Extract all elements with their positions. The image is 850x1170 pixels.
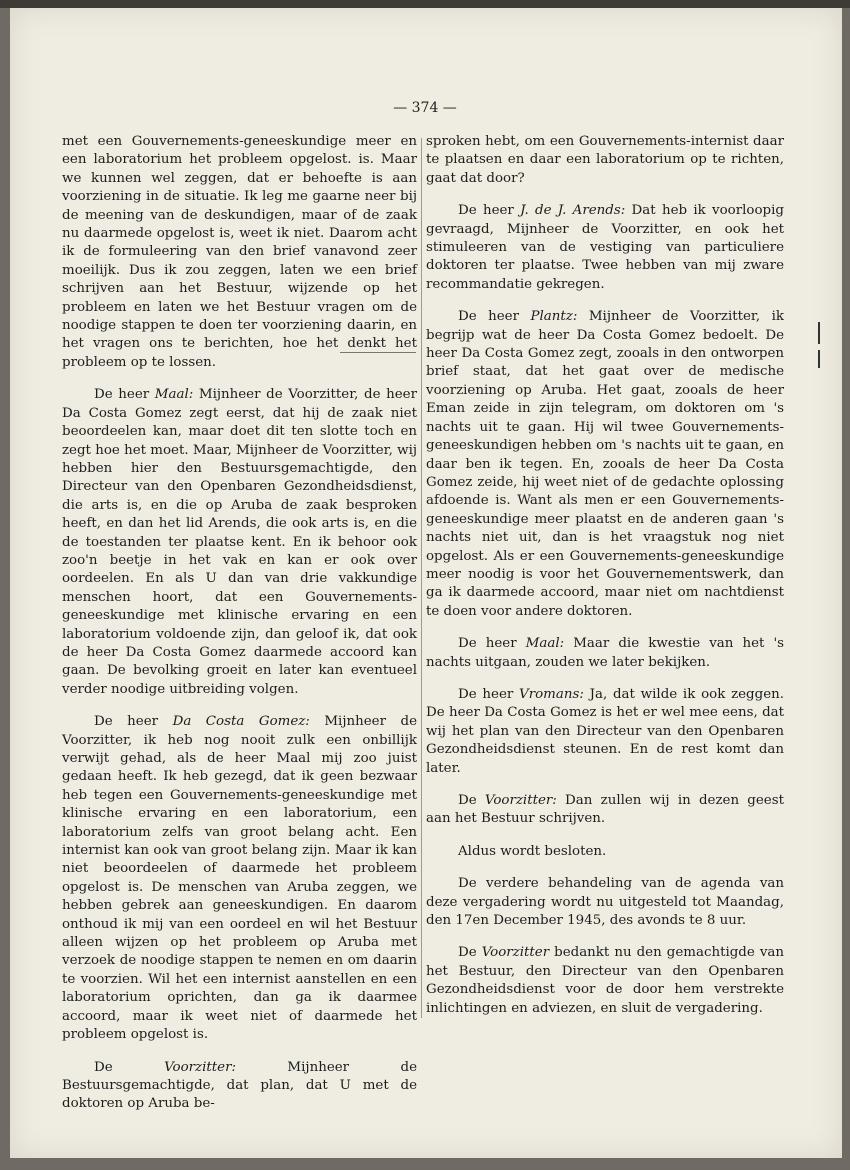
column-divider: [421, 138, 422, 1018]
speaker-prefix: De: [94, 1059, 165, 1075]
paragraph: [426, 686, 784, 778]
speaker-name: Voorzitter:: [164, 1059, 236, 1075]
speaker-prefix: De: [458, 793, 485, 808]
paragraph-text: De verdere behandeling van de agenda van deze vergadering wordt nu uitgesteld tot Maandag, den 17en December 1945, des avonds te 8 uur.: [426, 876, 784, 929]
left-column: [62, 133, 417, 1128]
paragraph-text: met een Gouvernements-geneeskundige meer en een laboratorium het probleem opgelost. is. Maar we kunnen wel zeggen, dat er behoefte is aan voorziening in de situatie. Ik leg me gaarne neer bij de meening van de deskundigen, maar of de zaak nu daarmede opgelost is, weet ik niet. Daarom acht ik de formuleering van den brief vanavond zeer moeilijk. Dus ik zou zeggen, laten we een brief schrijven aan het Bestuur, wijzende op het probleem en laten we het Bestuur vragen om de noodige stappen te doen ter voorziening daarin, en het vragen ons te berichten, hoe het denkt het probleem op te lossen.: [62, 134, 417, 370]
paragraph-text: Mijnheer de Voorzitter, de heer Da Costa Gomez zegt eerst, dat hij de zaak niet beoordeelen kan, maar doet dit ten slotte toch en zegt hoe het moet. Maar, Mijnheer de Voorzitter, wij hebben hier den Bestuursgemachtigde, den Directeur van den Openbaren Gezondheidsdienst, die arts is, en die op Aruba de zaak besproken heeft, en dan het lid Arends, die ook arts is, en die de toestanden ter plaatse kent. En ik behoor ook zoo'n beetje in het vak en kan er ook over oordeelen. En als U dan van drie vakkundige menschen hoort, dat een Gouvernements-geneeskundige met klinische ervaring en een laboratorium voldoende zijn, dan geloof ik, dat ook de heer Da Costa Gomez daarmede accoord kan gaan. De bevolking groeit en later kan eventueel verder noodige uitbreiding volgen.: [62, 387, 417, 697]
speaker-name: Voorzitter:: [484, 793, 557, 808]
page-number: — 374 —: [393, 100, 457, 116]
paragraph: [426, 635, 784, 672]
paragraph: [62, 713, 417, 1044]
speaker-prefix: De heer: [94, 387, 155, 403]
paragraph-text: Mijnheer de Bestuursgemachtigde, dat plan, dat U met de doktoren op Aruba be-: [62, 1059, 417, 1112]
speaker-name: Maal:: [525, 636, 565, 652]
paragraph-text: Dat heb ik voorloopig gevraagd, Mijnheer de Voorzitter, en ook het stimuleeren van de vestiging van particuliere doktoren ter plaatse. Twee hebben van mij zware recommandatie gekregen.: [426, 203, 784, 292]
speaker-name: J. de J. Arends:: [520, 203, 626, 219]
speaker-name: Da Costa Gomez:: [172, 714, 310, 730]
speaker-name: Voorzitter: [481, 945, 550, 961]
margin-mark: [818, 322, 820, 344]
paragraph-text: sproken hebt, om een Gouvernements-internist daar te plaatsen en daar een laboratorium op te richten, gaat dat door?: [426, 134, 784, 186]
speaker-name: Maal:: [154, 387, 194, 403]
paragraph-text: Ja, dat wilde ik ook zeggen. De heer Da Costa Gomez is het er wel mee eens, dat wij het plan van den Directeur van den Openbaren Gezondheidsdienst steunen. En de rest komt dan later.: [426, 686, 784, 776]
paragraph-text: Mijnheer de Voorzitter, ik heb nog nooit zulk een onbillijk verwijt gehad, als de heer Maal mij zoo juist gedaan heeft. Ik heb gezegd, dat ik geen bezwaar heb tegen een Gouvernements-geneeskundige met klinische ervaring en een laboratorium, een laboratorium zelfs van groot belang acht. Een internist kan ook van groot belang zijn. Maar ik kan niet beoordeelen of daarmede het probleem opgelost is. De menschen van Aruba zeggen, we hebben gebrek aan geneeskundigen. En daarom onthoud ik mij van een oordeel en wil het Bestuur alleen wijzen op het probleem op Aruba met verzoek de noodige stappen te nemen en om daarin te voorzien. Wil het een internist aanstellen en een laboratorium oprichten, dan ga ik daarmee accoord, maar ik weet niet of daarmede het probleem opgelost is.: [62, 714, 417, 1043]
paragraph-text: Aldus wordt besloten.: [458, 843, 607, 859]
paragraph: [426, 875, 784, 930]
speaker-prefix: De heer: [458, 636, 526, 652]
paragraph: [426, 133, 784, 188]
speaker-prefix: De heer: [458, 686, 520, 702]
speaker-prefix: De heer: [94, 714, 173, 730]
paragraph: [426, 843, 784, 861]
paragraph: [426, 792, 784, 829]
paragraph: [426, 202, 784, 294]
speaker-prefix: De heer: [458, 203, 521, 219]
paragraph: [62, 386, 417, 699]
speaker-prefix: De: [458, 945, 482, 961]
paragraph-text: Mijnheer de Voorzitter, ik begrijp wat de heer Da Costa Gomez bedoelt. De heer Da Costa Gomez zegt, zooals in den ontworpen brief staat, dat het gaat over de medische voorziening op Aruba. Het gaat, zooals de heer Eman zeide in zijn telegram, om doktoren om 's nachts uit te gaan. Hij wil twee Gouvernements-geneeskundigen hebben om 's nachts uit te gaan, en daar ben ik tegen. En, zooals de heer Da Costa Gomez zeide, hij weet niet of de gedachte oplossing afdoende is. Want als men er een Gouvernements-geneeskundige meer plaatst en de anderen gaan 's nachts niet uit, dan is het vraagstuk nog niet opgelost. Als er een Gouvernements-geneeskundige meer noodig is voor het Gouvernementswerk, dan ga ik daarmede accoord, maar niet om nachtdienst te doen voor andere doktoren.: [426, 309, 784, 619]
scan-top-edge: [0, 0, 850, 8]
margin-mark: [818, 350, 820, 368]
paragraph-text: Maar die kwestie van het 's nachts uitgaan, zouden we later bekijken.: [426, 636, 784, 670]
paragraph-text: Dan zullen wij in dezen geest aan het Bestuur schrijven.: [426, 793, 784, 827]
speaker-name: Vromans:: [519, 686, 584, 702]
paragraph-text: bedankt nu den gemachtigde van het Bestuur, den Directeur van den Openbaren Gezondheidsdienst voor de door hem verstrekte inlichtingen en adviezen, en sluit de vergadering.: [426, 945, 785, 1016]
paragraph: [62, 1059, 417, 1114]
paragraph: [426, 308, 784, 621]
speaker-prefix: De heer: [458, 309, 531, 325]
right-column: [426, 133, 784, 1032]
paragraph: [426, 944, 784, 1018]
paragraph: [62, 133, 417, 372]
speaker-name: Plantz:: [530, 309, 578, 325]
